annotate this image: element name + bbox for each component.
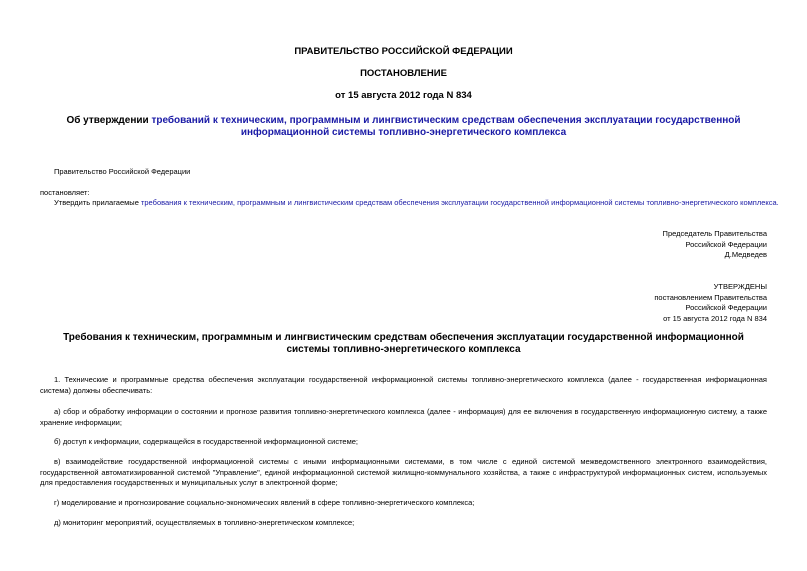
approve-prefix: Утвердить прилагаемые	[54, 198, 141, 207]
issuer-text: Правительство Российской Федерации	[54, 167, 191, 176]
signature-line-2: Российской Федерации	[685, 239, 767, 249]
government-heading: ПРАВИТЕЛЬСТВО РОССИЙСКОЙ ФЕДЕРАЦИИ	[294, 46, 513, 57]
requirement-item-v: в) взаимодействие государственной информационной системы с иными информационными системами, в том числе с единой системой межведомственного электронного взаимодействия, государственной автоматизированной системой "Управление", единой информационной системой жилищно-коммунального хозяйства, а также с инфраструктурой информационных систем, используемых для предоставления государственных и муниципальных услуг в электронной форме;	[40, 457, 767, 487]
approval-line-4: от 15 августа 2012 года N 834	[663, 313, 767, 323]
approval-block	[467, 282, 767, 324]
signature-line-3: Д.Медведев	[724, 250, 767, 259]
signature-line-1: Председатель Правительства	[662, 229, 767, 238]
document-title-prefix: Об утверждении	[66, 115, 152, 126]
approve-link[interactable]: требования к техническим, программным и лингвистическим средствам обеспечения эксплуатации государственной информационной системы топливно-энергетического комплекса.	[140, 198, 779, 207]
requirement-item-b: б) доступ к информации, содержащейся в государственной информационной системе;	[54, 437, 358, 446]
approval-line-2: постановлением Правительства	[654, 292, 767, 302]
approval-line-1: УТВЕРЖДЕНЫ	[713, 282, 767, 291]
approval-line-3: Российской Федерации	[685, 303, 767, 312]
document-title-link[interactable]: требований к техническим, программным и лингвистическим средствам обеспечения эксплуатации государственной информационной системы топливно-энергетического комплекса	[151, 115, 741, 138]
requirement-item-a: а) сбор и обработку информации о состоянии и прогнозе развития топливно-энергетического комплекса (далее - информация) для ее включения в государственную информационную систему, а также хранение информации;	[40, 407, 767, 427]
requirements-title: Требования к техническим, программным и лингвистическим средствам обеспечения эксплуатации государственной информационной системы топливно-энергетического комплекса	[63, 332, 744, 355]
document-type-heading: ПОСТАНОВЛЕНИЕ	[360, 68, 447, 79]
document-title	[40, 115, 767, 139]
requirement-item-d: д) мониторинг мероприятий, осуществляемых в топливно-энергетическом комплексе;	[54, 518, 355, 527]
requirement-paragraph-1: 1. Технические и программные средства обеспечения эксплуатации государственной информационной системы топливно-энергетического комплекса (далее - государственная информационная система) должны обеспечивать:	[40, 375, 767, 395]
requirement-item-g: г) моделирование и прогнозирование социально-экономических явлений в сфере топливно-энергетического комплекса;	[54, 498, 475, 507]
document-date-number: от 15 августа 2012 года N 834	[335, 90, 472, 101]
decrees-text: постановляет:	[40, 188, 90, 197]
signature-block	[467, 229, 767, 261]
approve-sentence	[54, 198, 779, 208]
